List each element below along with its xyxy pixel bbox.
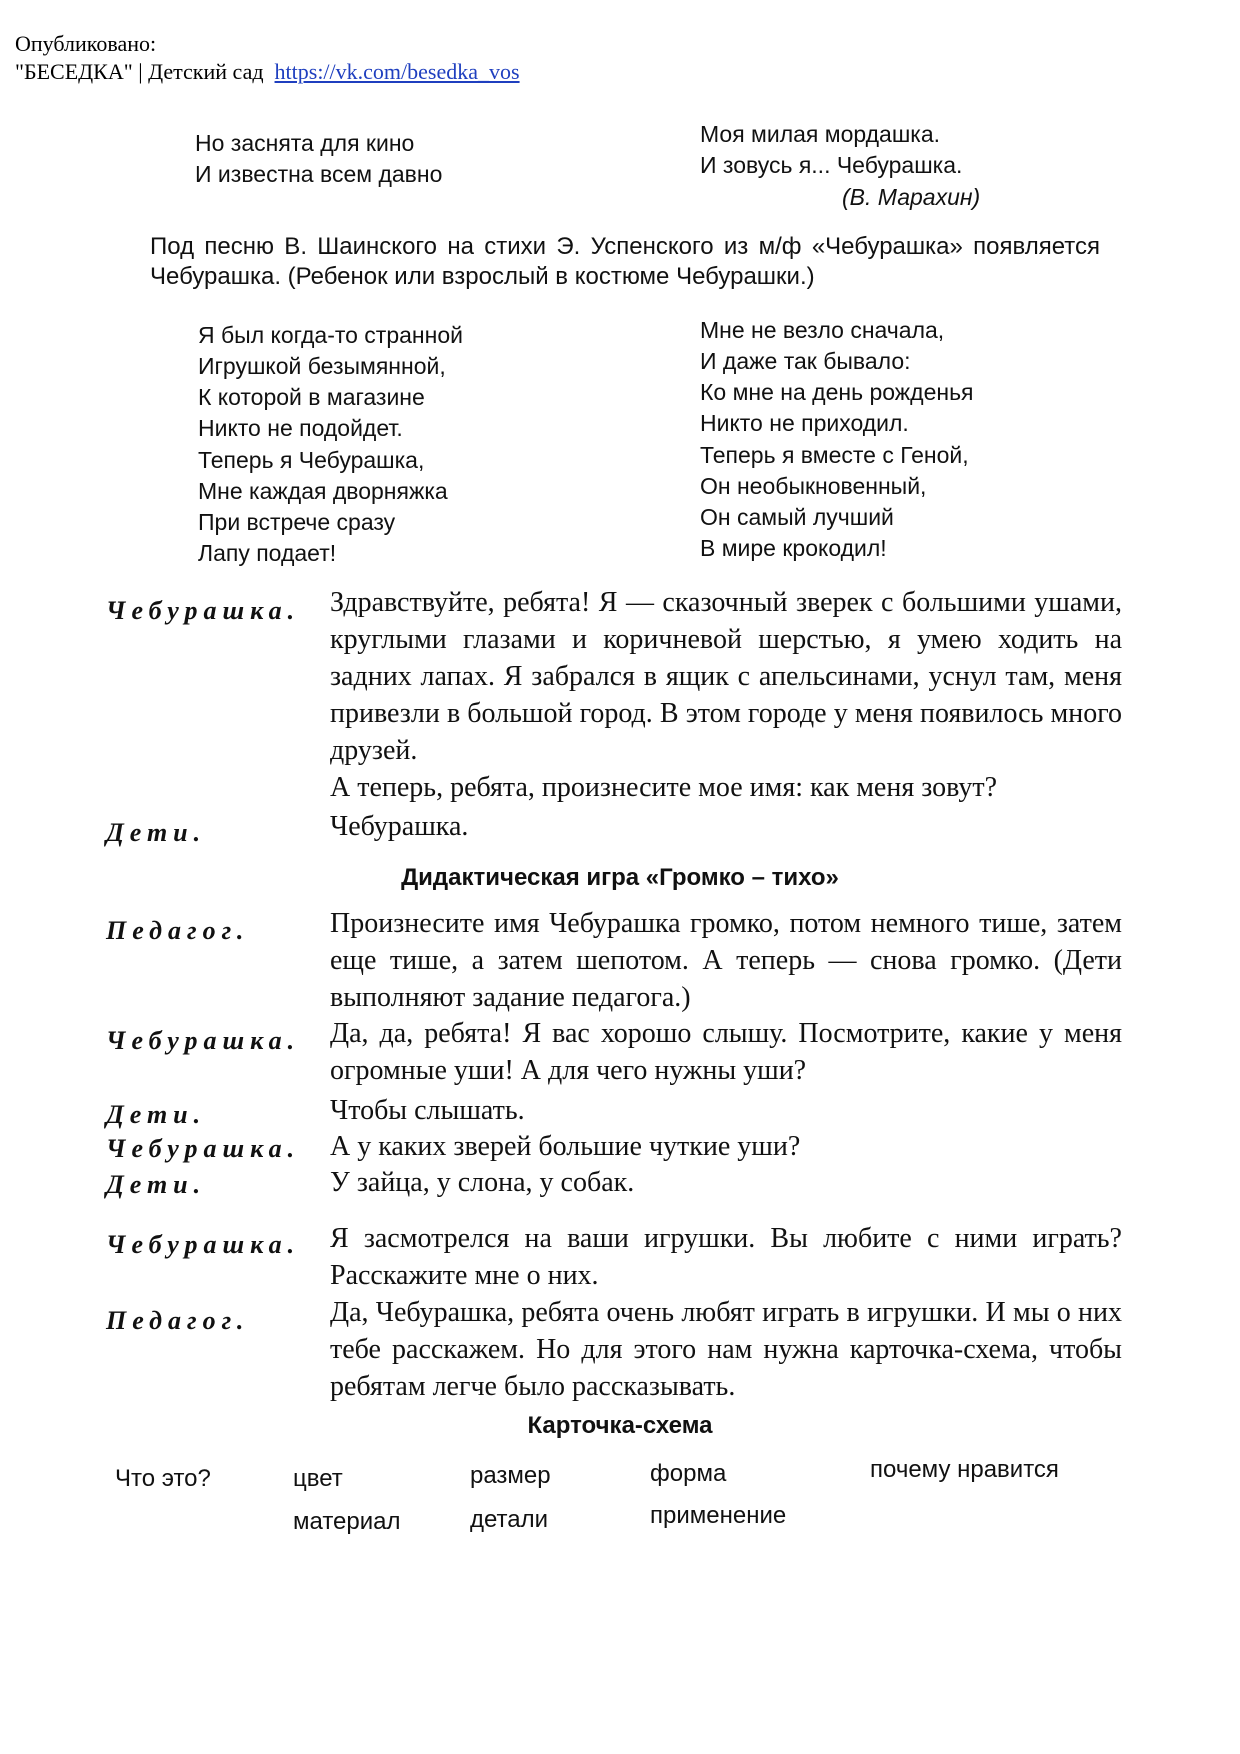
song-line: Я был когда-то странной bbox=[198, 322, 463, 348]
song-line: При встрече сразу bbox=[198, 509, 396, 535]
poem-author: (В. Марахин) bbox=[842, 184, 981, 210]
game-title: Дидактическая игра «Громко – тихо» bbox=[401, 864, 839, 891]
song-line: Игрушкой безымянной, bbox=[198, 353, 446, 379]
source-line bbox=[15, 58, 520, 86]
card-item: размер bbox=[470, 1462, 551, 1489]
card-item: цвет bbox=[293, 1465, 343, 1492]
intro-poem-line: Моя милая мордашка. bbox=[700, 121, 941, 147]
song-line: Мне не везло сначала, bbox=[700, 317, 945, 343]
speaker-label: Дети. bbox=[106, 818, 207, 847]
speaker-label: Педагог. bbox=[106, 1306, 250, 1335]
speech-text bbox=[330, 584, 1122, 806]
song-line: Никто не приходил. bbox=[700, 410, 909, 436]
song-line: Мне каждая дворняжка bbox=[198, 478, 448, 504]
speech-paragraph: Здравствуйте, ребята! Я — сказочный зверек с большими ушами, круглыми глазами и коричневой шерстью, я умею ходить на задних лапах. Я забрался в ящик с апельсинами, уснул там, меня привезли в большой город. В этом городе у меня появилось много друзей. bbox=[330, 587, 1122, 766]
song-intro: Под песню В. Шаинского на стихи Э. Успенского из м/ф «Чебурашка» появляется Чебурашка. (Ребенок или взрослый в костюме Чебурашки.) bbox=[150, 233, 1100, 290]
speaker-label: Дети. bbox=[106, 1170, 207, 1199]
song-line: Лапу подает! bbox=[198, 540, 337, 566]
speaker-label: Дети. bbox=[106, 1100, 207, 1129]
speech-text: Я засмотрелся на ваши игрушки. Вы любите с ними играть? Расскажите мне о них. bbox=[330, 1223, 1122, 1291]
speech-paragraph: А теперь, ребята, произнесите мое имя: как меня зовут? bbox=[330, 772, 998, 803]
song-line: Он необыкновенный, bbox=[700, 473, 927, 499]
intro-poem-line: Но заснята для кино bbox=[195, 130, 415, 156]
song-line: Никто не подойдет. bbox=[198, 415, 403, 441]
speech-text: У зайца, у слона, у собак. bbox=[330, 1167, 635, 1198]
speech-text: Да, да, ребята! Я вас хорошо слышу. Посмотрите, какие у меня огромные уши! А для чего нужны уши? bbox=[330, 1018, 1122, 1086]
song-line: Он самый лучший bbox=[700, 504, 894, 530]
card-item: применение bbox=[650, 1502, 787, 1529]
speech-text: А у каких зверей большие чуткие уши? bbox=[330, 1131, 801, 1162]
intro-poem-line: И зовусь я... Чебурашка. bbox=[700, 152, 963, 178]
card-item: детали bbox=[470, 1506, 549, 1533]
page-header bbox=[15, 30, 520, 86]
speech-text: Чебурашка. bbox=[330, 811, 469, 842]
song-line: И даже так бывало: bbox=[700, 348, 911, 374]
source-link[interactable]: https://vk.com/besedka_vos bbox=[274, 59, 520, 84]
published-label: Опубликовано: bbox=[15, 31, 157, 56]
source-text: "БЕСЕДКА" | Детский сад bbox=[15, 59, 264, 84]
speech-text: Да, Чебурашка, ребята очень любят играть в игрушки. И мы о них тебе расскажем. Но для этого нам нужна карточка-схема, чтобы ребятам легче было рассказывать. bbox=[330, 1297, 1122, 1402]
card-title: Карточка-схема bbox=[527, 1412, 713, 1439]
song-line: Теперь я Чебурашка, bbox=[198, 447, 425, 473]
intro-poem-line: И известна всем давно bbox=[195, 161, 443, 187]
song-line: К которой в магазине bbox=[198, 384, 425, 410]
speaker-label: Чебурашка. bbox=[106, 1134, 301, 1163]
speech-text: Произнесите имя Чебурашка громко, потом немного тише, затем еще тише, а затем шепотом. А теперь — снова громко. (Дети выполняют задание педагога.) bbox=[330, 908, 1122, 1013]
card-item: Что это? bbox=[115, 1465, 211, 1492]
song-line: Теперь я вместе с Геной, bbox=[700, 442, 969, 468]
card-item: почему нравится bbox=[870, 1456, 1059, 1483]
song-line: В мире крокодил! bbox=[700, 535, 887, 561]
card-item: форма bbox=[650, 1460, 727, 1487]
speech-text: Чтобы слышать. bbox=[330, 1095, 525, 1126]
speaker-label: Педагог. bbox=[106, 916, 250, 945]
speaker-label: Чебурашка. bbox=[106, 1230, 301, 1259]
card-item: материал bbox=[293, 1508, 401, 1535]
speaker-label: Чебурашка. bbox=[106, 1026, 301, 1055]
speaker-label: Чебурашка. bbox=[106, 596, 301, 625]
song-line: Ко мне на день рожденья bbox=[700, 379, 974, 405]
